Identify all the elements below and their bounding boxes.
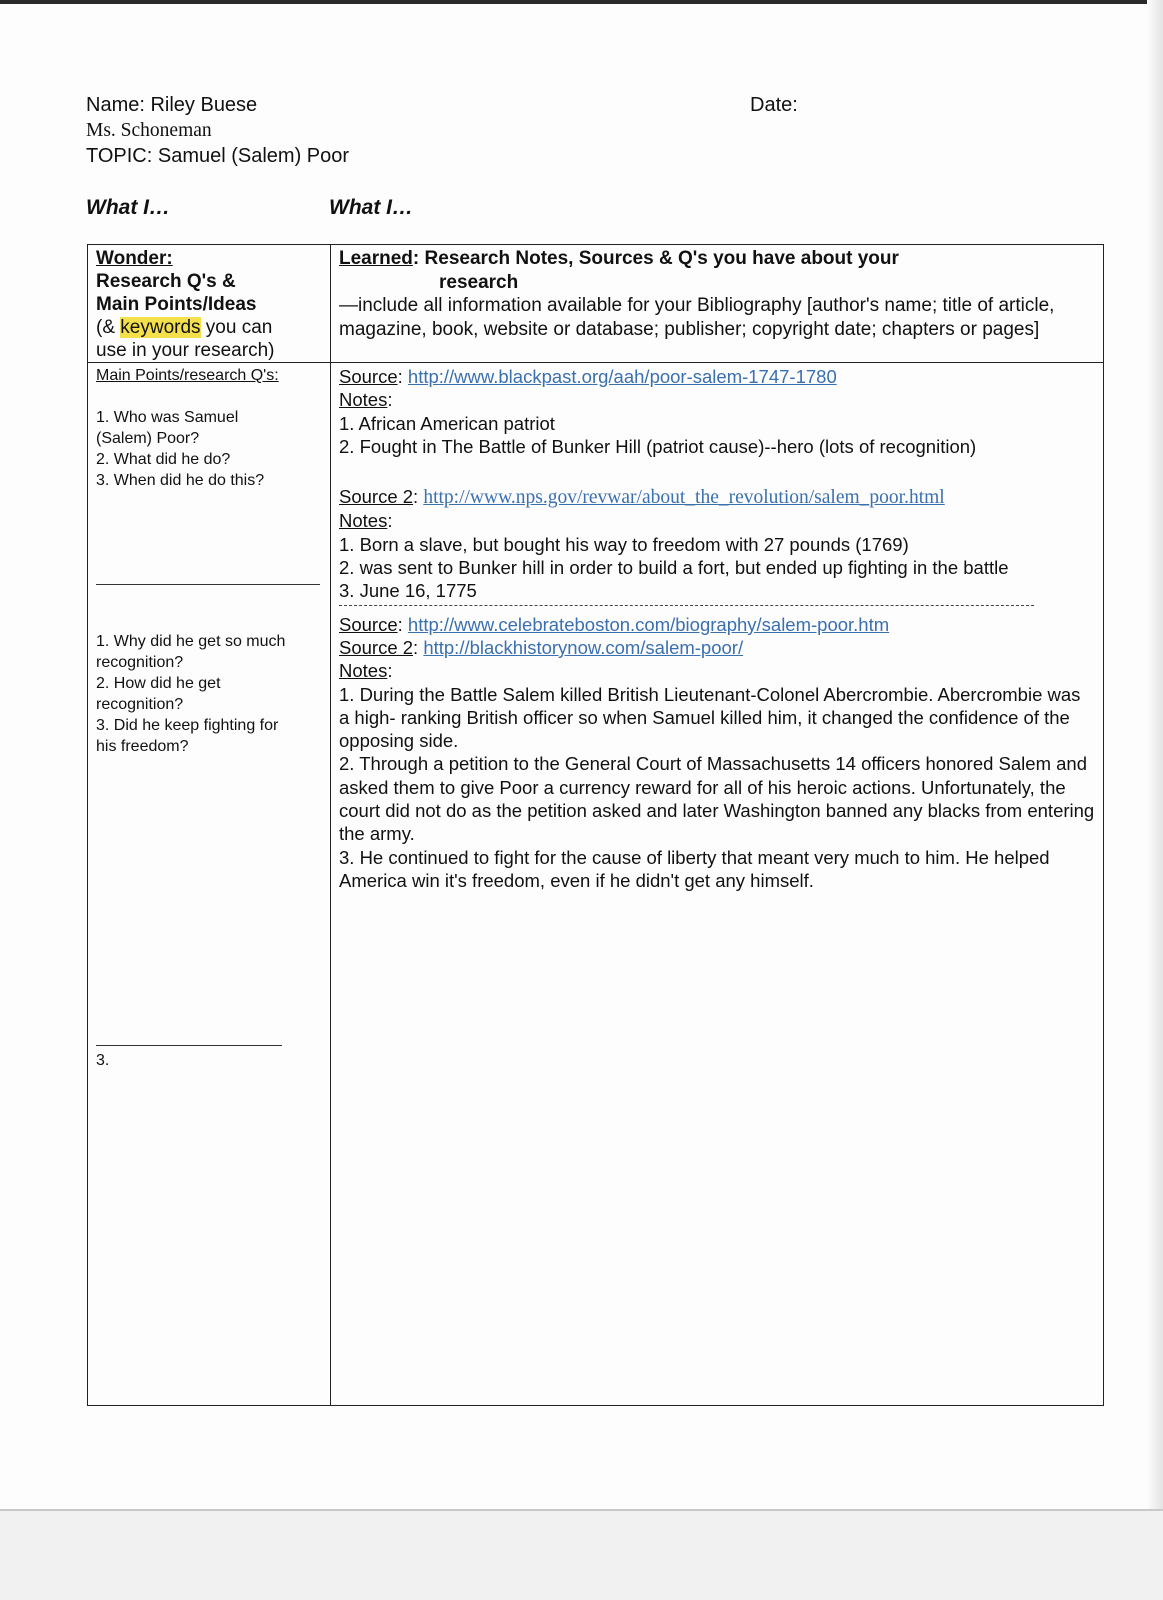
list-item: 3. Did he keep fighting for [96, 717, 279, 734]
list-item: 2. What did he do? [96, 451, 231, 468]
note-item: 3. He continued to fight for the cause of liberty that meant very much to him. He helped America win it's freedom, even if he didn't get any himself. [339, 846, 1050, 891]
source-block-3: Source: http://www.celebrateboston.com/biography/salem-poor.htm Source 2: http://blackhistorynow.com/salem-poor/ Notes: 1. During the Battle Salem killed British Lieutenant-Colonel Abercrombie. Abercrombie was a high- ranking British officer so when Samuel killed him, it changed the confidence of the opposing side. 2. Through a petition to the General Court of Massachusetts 14 officers honored Salem and asked them to give Poor a currency reward for all of his heroic actions. Unfortunately, the court did not do as the petition asked and later Washington banned any blacks from entering the army. 3. He continued to fight for the cause of liberty that meant very much to him. He helped America win it's freedom, even if he didn't get any himself. [339, 613, 1095, 891]
learned-header-cell [331, 245, 1104, 363]
topic-title: TOPIC: Samuel (Salem) Poor [86, 145, 350, 167]
what-i-left-label: What I… [86, 196, 170, 219]
list-item: 3. When did he do this? [96, 472, 265, 489]
scan-right-shadow [1147, 0, 1163, 1510]
learned-description: —include all information available for your Bibliography [author's name; title of article, magazine, book, website or database; publisher; copyright date; chapters or pages] [339, 295, 1055, 340]
question-group-2 [96, 631, 322, 757]
learned-title-cont: research [439, 271, 519, 293]
wonder-line3-post: you can [200, 317, 273, 338]
questions-cell [88, 363, 331, 1406]
list-item: 2. How did he get [96, 675, 221, 692]
source-block-1: Source: http://www.blackpast.org/aah/poor-salem-1747-1780 Notes: 1. African American patriot 2. Fought in The Battle of Bunker Hill (patriot cause)--hero (lots of recognition) [339, 365, 1095, 458]
list-item: recognition? [96, 696, 184, 713]
table-header-row [88, 245, 1104, 363]
note-item: 1. Born a slave, but bought his way to freedom with 27 pounds (1769) [339, 533, 909, 555]
note-item: 2. Fought in The Battle of Bunker Hill (patriot cause)--hero (lots of recognition) [339, 435, 977, 457]
list-item: his freedom? [96, 738, 189, 755]
student-name: Name: Riley Buese [86, 94, 258, 116]
list-item: recognition? [96, 654, 184, 671]
wonder-title: Wonder: [96, 248, 173, 269]
notes-label: Notes [339, 389, 388, 411]
note-item: 1. African American patriot [339, 412, 555, 434]
keywords-highlight: keywords [120, 317, 201, 338]
learned-title-rest: : Research Notes, Sources & Q's you have about your [412, 248, 899, 269]
source-2-label: Source 2 [339, 636, 414, 658]
notes-cell [331, 363, 1104, 1406]
table-body-row [88, 363, 1104, 1406]
source-link[interactable]: http://www.celebrateboston.com/biography/salem-poor.htm [407, 613, 890, 635]
source-label: Source [339, 366, 398, 387]
what-i-right-label: What I… [329, 196, 413, 219]
source-label: Source 2 [339, 486, 414, 508]
source-block-2: Source 2: http://www.nps.gov/revwar/about_the_revolution/salem_poor.html Notes: 1. Born a slave, but bought his way to freedom with 27 pounds (1769) 2. was sent to Bunker hill in order to build a fort, but ended up fighting in the battle 3. June 16, 1775 [339, 485, 1095, 602]
questions-heading: Main Points/research Q's: [96, 367, 279, 384]
question-group-3: 3. [96, 1052, 110, 1069]
wonder-line3-pre: (& [96, 317, 121, 338]
question-group-1 [96, 407, 322, 491]
wonder-line3 [96, 316, 322, 339]
wonder-header-cell [88, 245, 331, 363]
source-2-link[interactable]: http://blackhistorynow.com/salem-poor/ [423, 636, 744, 658]
wonder-line4: use in your research) [96, 340, 275, 361]
note-item: 2. Through a petition to the General Court of Massachusetts 14 officers honored Salem and asked them to give Poor a currency reward for all of his heroic actions. Unfortunately, the court did not do as the petition asked and later Washington banned any blacks from entering the army. [339, 753, 1095, 845]
note-item: 1. During the Battle Salem killed British Lieutenant-Colonel Abercrombie. Abercrombie was a high- ranking British officer so when Samuel killed him, it changed the confidence of the opposing side. [339, 683, 1081, 752]
notes-label: Notes [339, 660, 388, 682]
notes-label: Notes [339, 510, 388, 532]
source-link[interactable]: http://www.nps.gov/revwar/about_the_revolution/salem_poor.html [423, 487, 945, 509]
divider-2 [96, 1045, 282, 1046]
list-item: (Salem) Poor? [96, 430, 200, 447]
list-item: 1. Why did he get so much [96, 633, 286, 650]
scan-bottom-edge [0, 1509, 1163, 1511]
date-label: Date: [750, 94, 798, 116]
note-item: 3. June 16, 1775 [339, 580, 477, 602]
teacher-name: Ms. Schoneman [86, 120, 212, 141]
source-label: Source [339, 613, 398, 635]
list-item: 1. Who was Samuel [96, 409, 239, 426]
learned-title: Learned [339, 248, 413, 269]
wonder-line2: Main Points/Ideas [96, 294, 257, 315]
wonder-line1: Research Q's & [96, 271, 236, 292]
source-link[interactable]: http://www.blackpast.org/aah/poor-salem-1747-1780 [407, 366, 837, 387]
research-table [87, 244, 1104, 1406]
scan-top-border [0, 0, 1163, 4]
note-item: 2. was sent to Bunker hill in order to build a fort, but ended up fighting in the battle [339, 557, 1009, 579]
learned-title-line [339, 247, 1095, 271]
dashed-divider [339, 605, 1034, 606]
